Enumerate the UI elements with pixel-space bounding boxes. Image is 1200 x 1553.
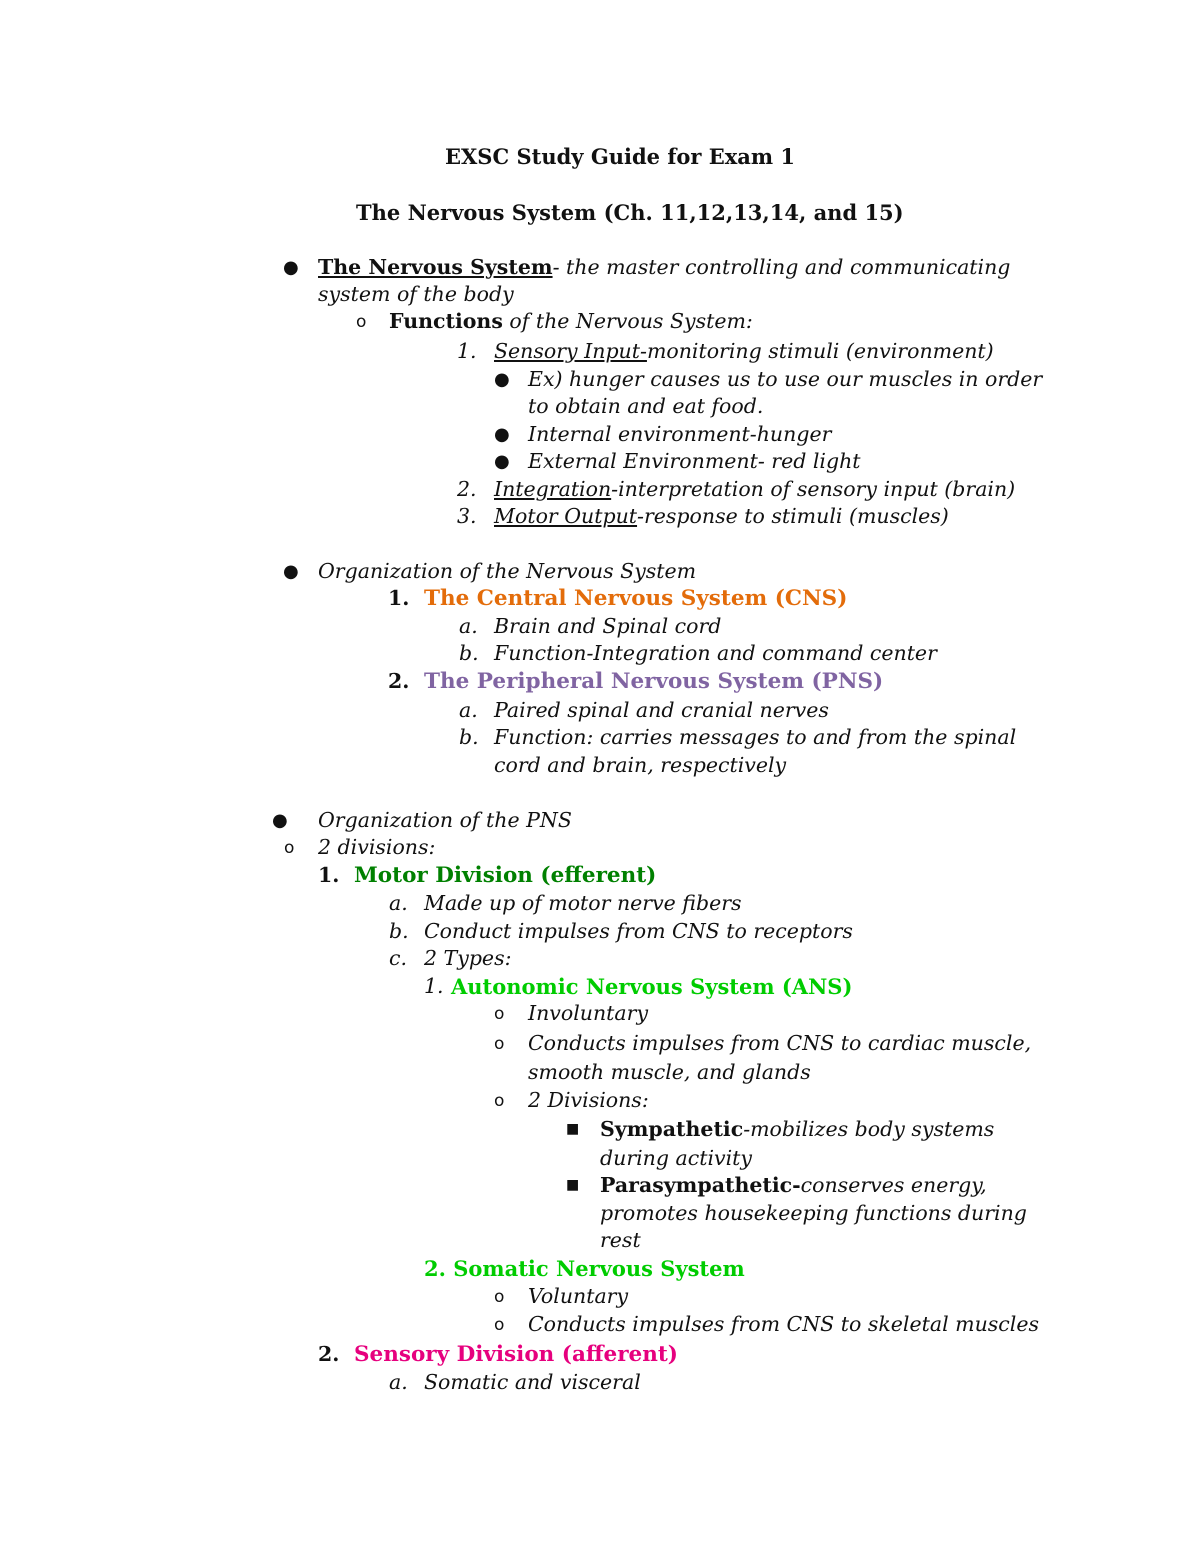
ans-heading: Autonomic Nervous System (ANS)	[451, 974, 853, 999]
bullet-icon: ●	[494, 424, 510, 445]
circle-bullet-icon: o	[494, 1315, 505, 1335]
list-item: Conducts impulses from CNS to skeletal muscles	[528, 1312, 1039, 1336]
integration-rest: -interpretation of sensory input (brain)	[611, 477, 1016, 501]
list-item	[494, 338, 994, 365]
list-item: Ex) hunger causes us to use our muscles in order	[528, 367, 1043, 391]
list-item	[494, 503, 949, 530]
parasympathetic-rest: conserves energy,	[800, 1173, 987, 1197]
list-item: External Environment- red light	[528, 449, 861, 473]
term-nervous-system: The Nervous System	[318, 255, 553, 279]
sympathetic-term: Sympathetic	[600, 1117, 744, 1141]
list-number: 2.	[457, 477, 477, 501]
page-title: EXSC Study Guide for Exam 1	[445, 144, 796, 169]
list-item	[600, 1116, 994, 1143]
list-item	[318, 254, 1010, 281]
sensory-input-rest: monitoring stimuli (environment)	[646, 339, 994, 363]
list-letter: b.	[459, 641, 479, 665]
sympathetic-rest: -mobilizes body systems	[743, 1117, 995, 1141]
functions-rest: of the Nervous System:	[502, 309, 753, 333]
circle-bullet-icon: o	[494, 1091, 505, 1111]
list-letter: b.	[389, 919, 409, 943]
list-item	[494, 476, 1015, 503]
bullet-icon: ●	[283, 257, 299, 278]
square-bullet-icon: ■	[566, 1121, 580, 1137]
list-number: 1.	[388, 586, 410, 610]
list-item: Internal environment-hunger	[528, 422, 832, 446]
list-item-continued: to obtain and eat food.	[528, 394, 764, 418]
list-item: Brain and Spinal cord	[494, 614, 722, 638]
list-letter: a.	[389, 891, 408, 915]
list-number: 2.	[388, 669, 410, 693]
bullet-icon: ●	[272, 810, 288, 831]
list-item: Function: carries messages to and from the spinal	[494, 725, 1017, 749]
list-item: Conduct impulses from CNS to receptors	[424, 919, 853, 943]
circle-bullet-icon: o	[356, 312, 367, 332]
list-number: 3.	[457, 504, 477, 528]
bullet-icon: ●	[283, 561, 299, 582]
definition: - the master controlling and communicating	[552, 255, 1011, 279]
circle-bullet-icon: o	[494, 1004, 505, 1024]
somatic-heading: 2. Somatic Nervous System	[424, 1256, 745, 1281]
list-letter: c.	[389, 946, 407, 970]
circle-bullet-icon: o	[284, 838, 295, 858]
list-item: 2 Divisions:	[528, 1088, 649, 1112]
list-item-continued: promotes housekeeping functions during	[600, 1201, 1027, 1225]
list-item: Involuntary	[528, 1001, 649, 1025]
list-item: 2 divisions:	[318, 835, 436, 859]
list-number: 1.	[318, 863, 340, 887]
pns-heading: The Peripheral Nervous System (PNS)	[424, 669, 884, 694]
list-letter: b.	[459, 725, 479, 749]
list-item: Voluntary	[528, 1284, 629, 1308]
section-heading: Organization of the Nervous System	[318, 559, 697, 583]
parasympathetic-term: Parasympathetic-	[600, 1173, 801, 1197]
sensory-division-heading: Sensory Division (afferent)	[354, 1342, 678, 1367]
motor-output-rest: -response to stimuli (muscles)	[637, 504, 949, 528]
list-item-continued: smooth muscle, and glands	[528, 1060, 811, 1084]
motor-division-heading: Motor Division (efferent)	[354, 863, 657, 888]
list-item: Somatic and visceral	[424, 1370, 641, 1394]
list-letter: a.	[389, 1370, 408, 1394]
list-item: Made up of motor nerve fibers	[424, 891, 742, 915]
sensory-input-term: Sensory Input-	[494, 339, 647, 363]
square-bullet-icon: ■	[566, 1177, 580, 1193]
list-item: Function-Integration and command center	[494, 641, 937, 665]
motor-output-term: Motor Output	[494, 504, 638, 528]
list-number: 2.	[318, 1342, 340, 1366]
circle-bullet-icon: o	[494, 1287, 505, 1307]
definition-continued: system of the body	[318, 282, 514, 306]
list-letter: a.	[459, 614, 478, 638]
list-item	[600, 1172, 987, 1199]
list-number: 1.	[424, 974, 444, 998]
bullet-icon: ●	[494, 451, 510, 472]
list-item: Paired spinal and cranial nerves	[494, 698, 829, 722]
functions-term: Functions	[389, 309, 503, 333]
list-item-continued: rest	[600, 1228, 641, 1252]
bullet-icon: ●	[494, 369, 510, 390]
page-subtitle: The Nervous System (Ch. 11,12,13,14, and 15)	[356, 200, 904, 225]
list-item	[389, 308, 753, 335]
list-number: 1.	[457, 339, 477, 363]
list-item-continued: cord and brain, respectively	[494, 753, 787, 777]
list-item: 2 Types:	[424, 946, 512, 970]
section-heading: Organization of the PNS	[318, 808, 572, 832]
list-item-continued: during activity	[600, 1146, 752, 1170]
list-item: Conducts impulses from CNS to cardiac muscle,	[528, 1031, 1032, 1055]
integration-term: Integration	[494, 477, 612, 501]
list-letter: a.	[459, 698, 478, 722]
circle-bullet-icon: o	[494, 1034, 505, 1054]
cns-heading: The Central Nervous System (CNS)	[424, 586, 848, 611]
